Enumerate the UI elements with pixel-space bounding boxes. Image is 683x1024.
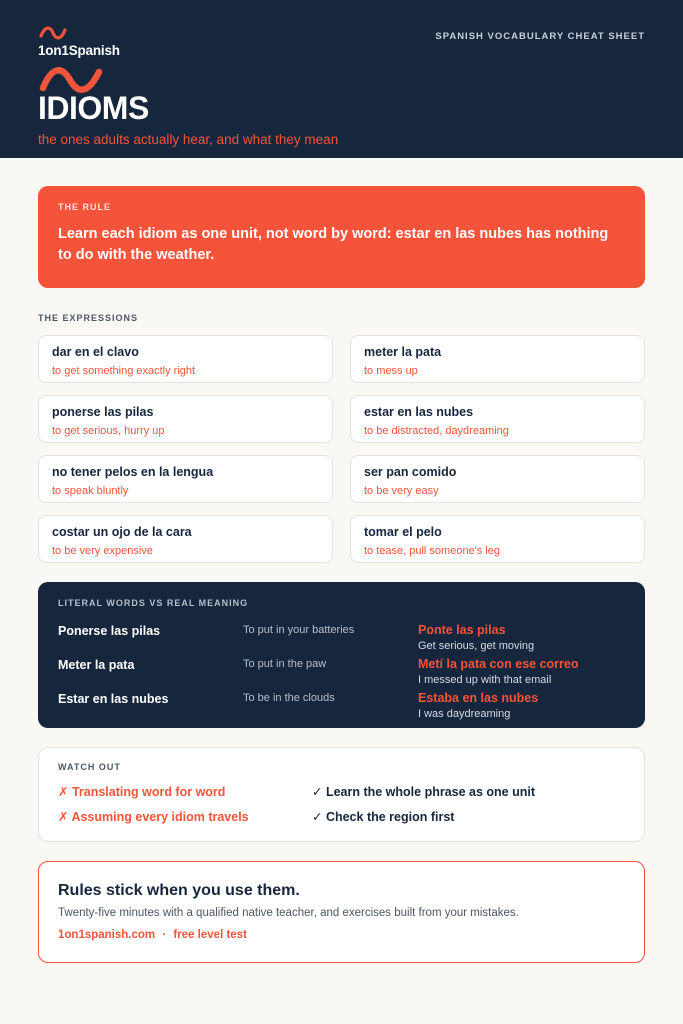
- literal-row: [38, 658, 645, 692]
- literal-phrase: Ponerse las pilas: [58, 624, 161, 638]
- expression-card: [350, 395, 645, 443]
- usage-translation: I messed up with that email: [418, 674, 552, 686]
- level-test-link[interactable]: free level test: [173, 929, 247, 941]
- expression-meaning: to be very expensive: [52, 545, 153, 557]
- dont-item: ✗ Translating word for word: [58, 785, 226, 799]
- expression-card: [350, 335, 645, 383]
- expression-phrase: meter la pata: [364, 345, 442, 359]
- expression-phrase: ponerse las pilas: [52, 405, 154, 419]
- expression-card: [38, 455, 333, 503]
- dont-item: ✗ Assuming every idiom travels: [58, 810, 249, 824]
- do-item: ✓ Check the region first: [312, 810, 455, 824]
- literal-row: [38, 624, 645, 658]
- literal-label: LITERAL WORDS VS REAL MEANING: [58, 598, 249, 608]
- sheet-tag: SPANISH VOCABULARY CHEAT SHEET: [435, 31, 645, 42]
- literal-translation: To put in your batteries: [243, 624, 355, 636]
- expression-phrase: estar en las nubes: [364, 405, 474, 419]
- expression-phrase: costar un ojo de la cara: [52, 525, 192, 539]
- expression-meaning: to be distracted, daydreaming: [364, 425, 509, 437]
- expression-phrase: dar en el clavo: [52, 345, 139, 359]
- usage-example: Estaba en las nubes: [418, 691, 539, 705]
- literal-phrase: Estar en las nubes: [58, 692, 169, 706]
- expression-meaning: to mess up: [364, 365, 418, 377]
- expression-meaning: to be very easy: [364, 485, 439, 497]
- expression-meaning: to get something exactly right: [52, 365, 196, 377]
- expression-card: [350, 515, 645, 563]
- watch-out-label: WATCH OUT: [58, 762, 121, 772]
- literal-translation: To be in the clouds: [243, 692, 335, 704]
- watch-out-box: [38, 747, 645, 842]
- usage-translation: I was daydreaming: [418, 708, 511, 720]
- expression-card: [38, 395, 333, 443]
- cta-body: Twenty-five minutes with a qualified native teacher, and exercises built from your mistakes.: [58, 907, 519, 919]
- cta-separator: ·: [162, 929, 167, 941]
- header: [0, 0, 683, 158]
- expression-card: [38, 335, 333, 383]
- do-item: ✓ Learn the whole phrase as one unit: [312, 785, 536, 799]
- website-link[interactable]: 1on1spanish.com: [58, 929, 156, 941]
- cta-box: [38, 861, 645, 963]
- expression-phrase: ser pan comido: [364, 465, 457, 479]
- rule-box: [38, 186, 645, 288]
- page-subtitle: the ones adults actually hear, and what they mean: [38, 132, 339, 147]
- expressions-label: THE EXPRESSIONS: [38, 313, 139, 323]
- brand-logo-text: 1on1Spanish: [38, 43, 120, 58]
- page-title: IDIOMS: [38, 90, 149, 126]
- literal-row: [38, 692, 645, 726]
- wave-logo-icon: [38, 26, 68, 40]
- usage-example: Metí la pata con ese correo: [418, 657, 579, 671]
- cta-link-row: [58, 929, 625, 941]
- rule-text: Learn each idiom as one unit, not word by word: estar en las nubes has nothing to do with the weather.: [58, 226, 609, 263]
- cta-title: Rules stick when you use them.: [58, 882, 300, 899]
- expression-card: [38, 515, 333, 563]
- expression-meaning: to speak bluntly: [52, 485, 129, 497]
- expression-phrase: tomar el pelo: [364, 525, 442, 539]
- usage-translation: Get serious, get moving: [418, 640, 535, 652]
- literal-translation: To put in the paw: [243, 658, 327, 670]
- literal-phrase: Meter la pata: [58, 658, 135, 672]
- expression-card: [350, 455, 645, 503]
- literal-vs-meaning-box: [38, 582, 645, 728]
- expression-meaning: to tease, pull someone's leg: [364, 545, 501, 557]
- rule-label: THE RULE: [58, 202, 111, 212]
- expression-phrase: no tener pelos en la lengua: [52, 465, 214, 479]
- expression-meaning: to get serious, hurry up: [52, 425, 165, 437]
- usage-example: Ponte las pilas: [418, 623, 506, 637]
